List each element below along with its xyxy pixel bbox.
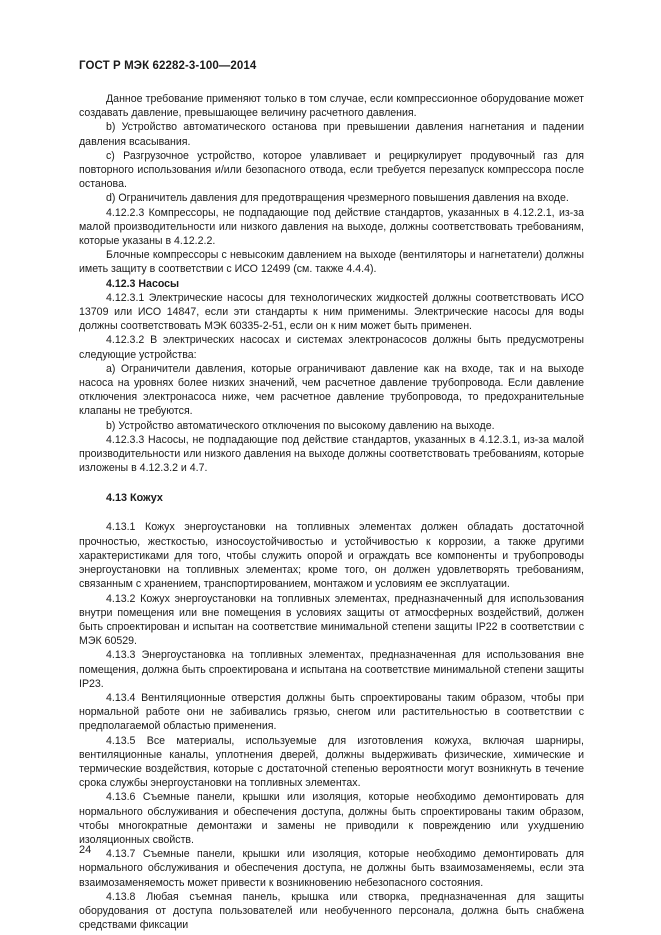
document-body: [79, 92, 584, 932]
paragraph: d) Ограничитель давления для предотвращения чрезмерного повышения давления на входе.: [106, 192, 569, 205]
paragraph: Блочные компрессоры с невысоким давлением на выходе (вентиляторы и нагнетатели) должны иметь защиту в соответствии с ИСО 12499 (см. также 4.4.4).: [79, 249, 584, 276]
paragraph: 4.12.3.2 В электрических насосах и системах электронасосов должны быть предусмотрены следующие устройства:: [79, 334, 584, 361]
section-heading-casing: 4.13 Кожух: [106, 492, 163, 505]
paragraph: b) Устройство автоматического отключения по высокому давлению на выходе.: [106, 419, 495, 432]
paragraph: 4.13.2 Кожух энергоустановки на топливных элементах, предназначенный для использования внутри помещения или вне помещения в условиях защиты от атмосферных воздействий, должен быть спроектирован и испытан на соответствие минимальной степени защиты IP22 в соответствии с МЭК 60529.: [79, 592, 584, 648]
paragraph: 4.12.2.3 Компрессоры, не подпадающие под действие стандартов, указанных в 4.12.2.1, из-за малой производительности или низкого давления на выходе, должны соответствовать требованиям, которые указаны в 4.12.2.2.: [79, 206, 584, 248]
paragraph: 4.13.8 Любая съемная панель, крышка или створка, предназначенная для защиты оборудования от доступа пользователей или необученного персонала, должна быть снабжена средствами фиксации: [79, 890, 584, 932]
paragraph: c) Разгрузочное устройство, которое улавливает и рециркулирует продувочный газ для повторного использования и/или безопасного отвода, если требуется перезапуск компрессора после останова.: [79, 149, 584, 191]
paragraph: 4.12.3.3 Насосы, не подпадающие под действие стандартов, указанных в 4.12.3.1, из-за малой производительности или низкого давления на выходе должны соответствовать требованиям, которые изложены в 4.12.3.2 и 4.7.: [79, 433, 584, 475]
paragraph: 4.13.3 Энергоустановка на топливных элементах, предназначенная для использования вне помещения, должна быть спроектирована и испытана на соответствие минимальной степени защиты IP23.: [79, 649, 584, 690]
paragraph: 4.13.4 Вентиляционные отверстия должны быть спроектированы таким образом, чтобы при нормальной работе они не забивались грязью, снегом или растительностью в соответствии с предполагаемой областью применения.: [79, 691, 584, 733]
paragraph: a) Ограничители давления, которые ограничивают давление как на входе, так и на выходе насоса на уровнях более низких значений, чем расчетное давление трубопровода. Если давление отключения электронасоса ниже, чем расчетное давление трубопровода, то предохранительные клапаны не требуются.: [79, 362, 584, 418]
paragraph: 4.13.5 Все материалы, используемые для изготовления кожуха, включая шарниры, вентиляционные каналы, уплотнения дверей, должны выдерживать физические, химические и термические воздействия, которые с достаточной степенью вероятности могут возникнуть в течение срока службы энергоустановки на топливных элементах.: [79, 734, 584, 790]
paragraph: Данное требование применяют только в том случае, если компрессионное оборудование может создавать давление, превышающее величину расчетного давления.: [79, 93, 584, 120]
paragraph: 4.13.1 Кожух энергоустановки на топливных элементах должен обладать достаточной прочностью, жесткостью, износоустойчивостью и устойчивостью к коррозии, а также другими характеристиками для того, чтобы служить опорой и ограждать все компоненты и трубопроводы энергоустановки на топливных элементах; кроме того, он должен удовлетворять требованиям, связанным с хранением, транспортированием, монтажом и условиям ее эксплуатации.: [79, 521, 584, 591]
paragraph: b) Устройство автоматического останова при превышении давления нагнетания и падении давления всасывания.: [79, 121, 584, 148]
paragraph: 4.13.6 Съемные панели, крышки или изоляция, которые необходимо демонтировать для нормального обслуживания и обеспечения доступа, должны быть спроектированы таким образом, чтобы многократные демонтажи и замены не приводили к повреждению или ухудшению изоляционных свойств.: [79, 791, 584, 846]
document-code-header: ГОСТ Р МЭК 62282-3-100—2014: [79, 60, 257, 72]
paragraph: 4.12.3.1 Электрические насосы для технологических жидкостей должны соответствовать ИСО 13709 или ИСО 14847, если эти стандарты к ним применимы. Электрические насосы для воды должны соответствовать МЭК 60335-2-51, если он к ним может быть применен.: [79, 291, 584, 333]
paragraph: 4.13.7 Съемные панели, крышки или изоляция, которые необходимо демонтировать для нормального обслуживания и обеспечения доступа, не должны быть взаимозаменяемы, если эта взаимозаменяемость может привести к возникновению небезопасного состояния.: [79, 848, 584, 889]
page-number: 24: [79, 844, 92, 856]
subsection-heading-pumps: 4.12.3 Насосы: [106, 277, 180, 290]
